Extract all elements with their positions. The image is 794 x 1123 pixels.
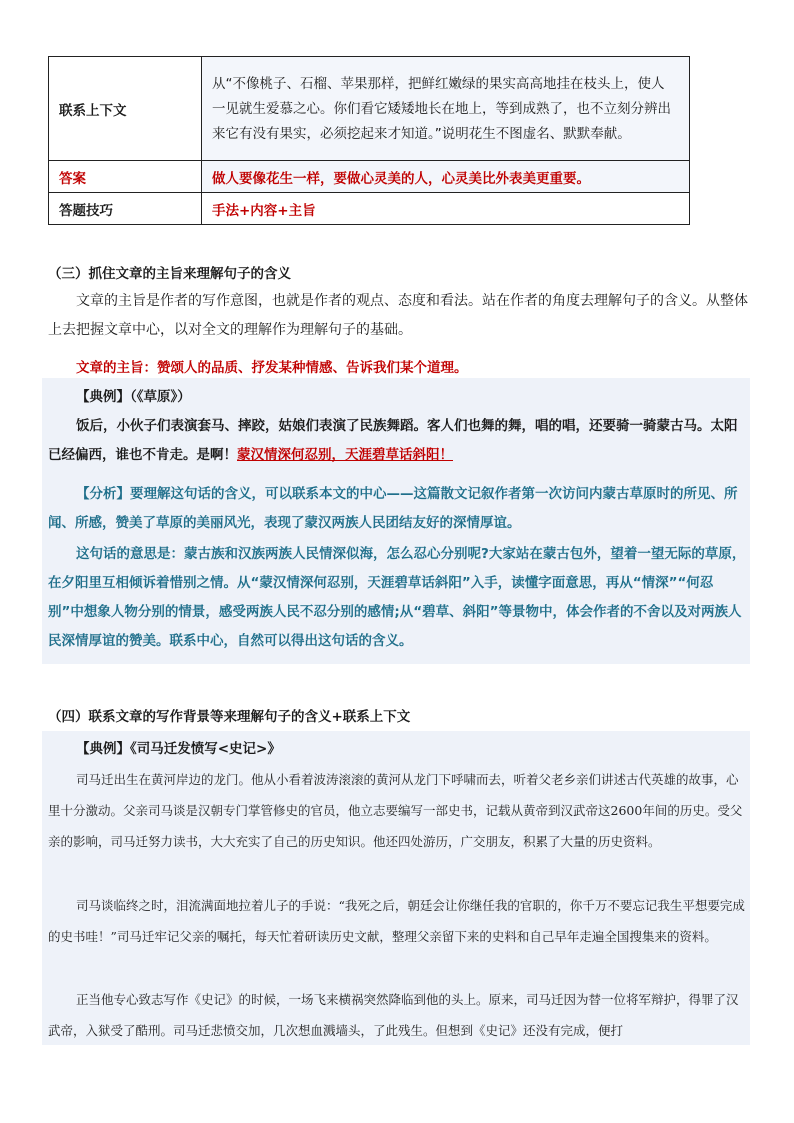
example-title: 【典例】（《草原》） [76, 389, 191, 405]
row-value: 手法+内容+主旨 [202, 193, 690, 225]
section-heading: （三）抓住文章的主旨来理解句子的含义 [48, 266, 291, 282]
value-line: 来它有没有果实，必须挖起来才知道。”说明花生不图虚名、默默奉献。 [212, 126, 631, 142]
example-title: 【典例】《司马迁发愤写<史记>》 [76, 741, 281, 757]
row-key: 答题技巧 [49, 193, 202, 225]
section-heading: （四）联系文章的写作背景等来理解句子的含义+联系上下文 [48, 709, 411, 725]
value-line: 一见就生爱慕之心。你们看它矮矮地长在地上，等到成熟了，也不立刻分辨出 [212, 101, 671, 117]
story-paragraph: 正当他专心致志写作《史记》的时候，一场飞来横祸突然降临到他的头上。原来，司马迁因为替一位将军辩护，得罪了汉武帝，入狱受了酷刑。司马迁悲愤交加，几次想血溅墙头，了此残生。但想到《史记》还没有完成，便打 [48, 992, 739, 1038]
table-row [49, 193, 690, 225]
row-value: 做人要像花生一样，要做心灵美的人，心灵美比外表美更重要。 [202, 161, 690, 193]
summary-table [48, 56, 690, 225]
row-key: 答案 [49, 161, 202, 193]
analysis-text: 【分析】要理解这句话的含义，可以联系本文的中心——这篇散文记叙作者第一次访问内蒙古草原时的所见、所闻、所感，赞美了草原的美丽风光，表现了蒙汉两族人民团结友好的深情厚谊。 [48, 486, 738, 531]
value-line: 从“不像桃子、石榴、苹果那样，把鲜红嫩绿的果实高高地挂在枝头上，使人 [212, 76, 665, 92]
row-key: 联系上下文 [49, 57, 202, 161]
story-paragraph: 司马谈临终之时，泪流满面地拉着儿子的手说：“我死之后，朝廷会让你继任我的官职的，你千万不要忘记我生平想要完成的史书哇！”司马迁牢记父亲的嘱托，每天忙着研读历史文献，整理父亲留下来的史料和自己早年走遍全国搜集来的资料。 [48, 898, 745, 944]
story-paragraph: 司马迁出生在黄河岸边的龙门。他从小看着波涛滚滚的黄河从龙门下呼啸而去，听着父老乡亲们讲述古代英雄的故事，心里十分激动。父亲司马谈是汉朝专门掌管修史的官员，他立志要编写一部史书，记载从黄帝到汉武帝这2600年间的历史。受父亲的影响，司马迁努力读书，大大充实了自己的历史知识。他还四处游历，广交朋友，积累了大量的历史资料。 [48, 772, 743, 849]
red-note: 文章的主旨：赞颂人的品质、抒发某种情感、告诉我们某个道理。 [76, 360, 468, 376]
table-row [49, 57, 690, 161]
table-row [49, 161, 690, 193]
row-value [202, 57, 690, 161]
paragraph: 文章的主旨是作者的写作意图，也就是作者的观点、态度和看法。站在作者的角度去理解句子的含义。从整体上去把握文章中心，以对全文的理解作为理解句子的基础。 [48, 293, 748, 338]
example-text: 饭后，小伙子们表演套马、摔跤，姑娘们表演了民族舞蹈。客人们也舞的舞，唱的唱，还要骑一骑蒙古马。太阳已经偏西，谁也不肯走。是啊！蒙汉情深何忍别，天涯碧草话斜阳！ [48, 418, 738, 463]
highlight-text: 蒙汉情深何忍别，天涯碧草话斜阳！ [237, 447, 453, 463]
meaning-text: 这句话的意思是：蒙古族和汉族两族人民情深似海，怎么忍心分别呢?大家站在蒙古包外，望着一望无际的草原，在夕阳里互相倾诉着惜别之情。从“蒙汉情深何忍别，天涯碧草话斜阳”入手，读懂字面意思，再从“情深”“何忍别”中想象人物分别的情景，感受两族人民不忍分别的感情;从“碧草、斜阳”等景物中，体会作者的不舍以及对两族人民深情厚谊的赞美。联系中心，自然可以得出这句话的含义。 [48, 546, 746, 649]
